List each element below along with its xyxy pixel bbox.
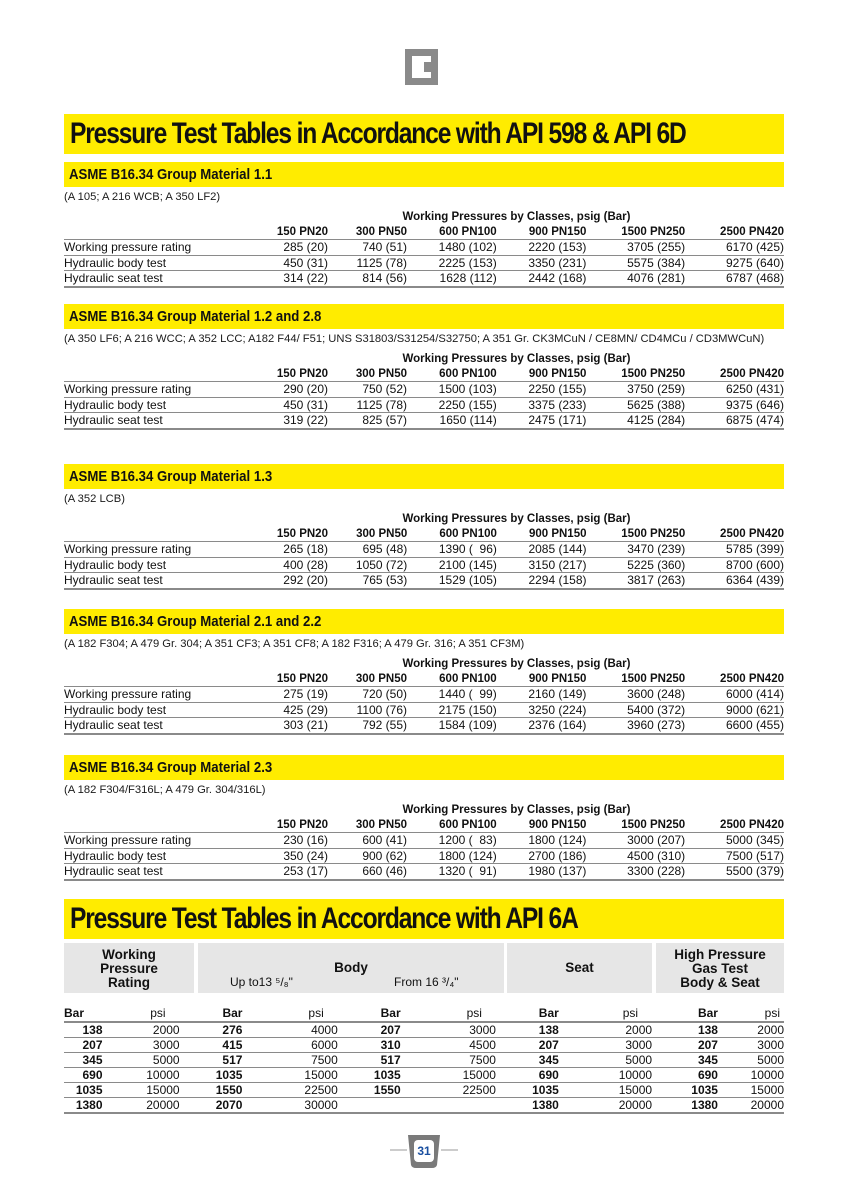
pressure-value: 285 (20) bbox=[249, 240, 328, 256]
table-row bbox=[64, 413, 784, 429]
pressure-value: 3600 (248) bbox=[586, 687, 685, 703]
psi-value: 15000 bbox=[718, 1083, 784, 1098]
class-header: 2500 PN420 bbox=[685, 225, 784, 240]
psi-value: 15000 bbox=[401, 1068, 496, 1083]
pressure-value: 5625 (388) bbox=[586, 397, 685, 413]
pressure-table bbox=[64, 657, 784, 735]
unit-label: psi bbox=[401, 1005, 496, 1022]
pressure-value: 3375 (233) bbox=[497, 397, 587, 413]
psi-value: 5000 bbox=[103, 1053, 180, 1068]
psi-value: 2000 bbox=[103, 1022, 180, 1038]
row-label: Hydraulic seat test bbox=[64, 413, 249, 429]
bar-value: 690 bbox=[652, 1068, 718, 1083]
row-label: Hydraulic seat test bbox=[64, 271, 249, 287]
class-header: 600 PN100 bbox=[407, 225, 497, 240]
api6a-table-header bbox=[64, 943, 784, 993]
pressure-value: 5575 (384) bbox=[586, 255, 685, 271]
bar-value bbox=[338, 1098, 401, 1114]
row-label: Hydraulic body test bbox=[64, 848, 249, 864]
pressure-table bbox=[64, 352, 784, 430]
class-header: 1500 PN250 bbox=[586, 225, 685, 240]
pressure-value: 740 (51) bbox=[328, 240, 407, 256]
pressure-value: 8700 (600) bbox=[685, 557, 784, 573]
pressure-value: 3470 (239) bbox=[587, 542, 686, 558]
section-heading bbox=[64, 464, 784, 489]
pressure-value: 3000 (207) bbox=[586, 833, 685, 849]
pressure-value: 275 (19) bbox=[249, 687, 328, 703]
pressure-value: 230 (16) bbox=[249, 833, 328, 849]
section-heading-text: ASME B16.34 Group Material 1.3 bbox=[69, 468, 273, 485]
bar-value: 690 bbox=[496, 1068, 559, 1083]
psi-value: 2000 bbox=[559, 1022, 652, 1038]
pressure-value: 720 (50) bbox=[328, 687, 407, 703]
blank-cell bbox=[64, 818, 249, 833]
row-label: Hydraulic body test bbox=[64, 557, 249, 573]
psi-value: 4000 bbox=[242, 1022, 337, 1038]
table-row bbox=[64, 687, 784, 703]
table-caption: Working Pressures by Classes, psig (Bar) bbox=[402, 804, 631, 817]
title-text: Pressure Test Tables in Accordance with API 598 & API 6D bbox=[70, 117, 686, 150]
bar-value: 138 bbox=[496, 1022, 559, 1038]
material-list: (A 105; A 216 WCB; A 350 LF2) bbox=[64, 191, 221, 203]
row-label: Hydraulic seat test bbox=[64, 864, 249, 880]
blank-cell bbox=[64, 367, 249, 382]
psi-value: 15000 bbox=[242, 1068, 337, 1083]
unit-label: Bar bbox=[180, 1005, 243, 1022]
psi-value: 3000 bbox=[559, 1038, 652, 1053]
bar-value: 690 bbox=[64, 1068, 103, 1083]
bar-value: 1380 bbox=[496, 1098, 559, 1114]
blank-cell bbox=[64, 225, 249, 240]
header-line: Pressure bbox=[100, 961, 158, 976]
header-line: Working bbox=[102, 947, 156, 962]
table-row bbox=[64, 240, 784, 256]
table-caption: Working Pressures by Classes, psig (Bar) bbox=[402, 211, 631, 224]
unit-label: Bar bbox=[496, 1005, 559, 1022]
unit-header-row bbox=[64, 1005, 784, 1022]
header-seat bbox=[507, 943, 652, 993]
class-header: 600 PN100 bbox=[407, 818, 497, 833]
pressure-value: 1800 (124) bbox=[407, 848, 497, 864]
bar-value: 1380 bbox=[652, 1098, 718, 1114]
blank-cell bbox=[64, 657, 249, 672]
pressure-value: 6600 (455) bbox=[685, 718, 784, 734]
bar-value: 415 bbox=[180, 1038, 243, 1053]
row-label: Working pressure rating bbox=[64, 687, 249, 703]
class-header: 150 PN20 bbox=[249, 367, 328, 382]
bar-value: 310 bbox=[338, 1038, 401, 1053]
pressure-value: 3960 (273) bbox=[586, 718, 685, 734]
pressure-value: 695 (48) bbox=[328, 542, 407, 558]
pressure-value: 2475 (171) bbox=[497, 413, 587, 429]
psi-value: 5000 bbox=[559, 1053, 652, 1068]
api6a-table bbox=[64, 1005, 784, 1114]
pressure-value: 9275 (640) bbox=[685, 255, 784, 271]
pressure-value: 3817 (263) bbox=[587, 573, 686, 589]
pressure-value: 9000 (621) bbox=[685, 702, 784, 718]
psi-value: 5000 bbox=[718, 1053, 784, 1068]
bar-value: 1035 bbox=[496, 1083, 559, 1098]
table-row bbox=[64, 1068, 784, 1083]
psi-value: 22500 bbox=[242, 1083, 337, 1098]
bar-value: 1035 bbox=[180, 1068, 243, 1083]
bar-value: 207 bbox=[64, 1038, 103, 1053]
header-gas-test bbox=[656, 943, 784, 993]
blank-cell bbox=[64, 527, 249, 542]
pressure-value: 3150 (217) bbox=[497, 557, 587, 573]
pressure-value: 825 (57) bbox=[328, 413, 407, 429]
table-row bbox=[64, 864, 784, 880]
unit-label: psi bbox=[242, 1005, 337, 1022]
psi-value: 15000 bbox=[103, 1083, 180, 1098]
class-header: 300 PN50 bbox=[328, 818, 407, 833]
pressure-value: 5225 (360) bbox=[587, 557, 686, 573]
psi-value: 7500 bbox=[242, 1053, 337, 1068]
pressure-value: 350 (24) bbox=[249, 848, 328, 864]
psi-value: 3000 bbox=[401, 1022, 496, 1038]
psi-value: 20000 bbox=[718, 1098, 784, 1114]
section-heading-text: ASME B16.34 Group Material 1.1 bbox=[69, 166, 273, 183]
bar-value: 1550 bbox=[338, 1083, 401, 1098]
pressure-table bbox=[64, 512, 784, 590]
unit-label: Bar bbox=[64, 1005, 103, 1022]
table-row bbox=[64, 382, 784, 398]
pressure-value: 450 (31) bbox=[249, 397, 328, 413]
unit-label: Bar bbox=[338, 1005, 401, 1022]
blank-cell bbox=[64, 672, 249, 687]
pressure-value: 1980 (137) bbox=[497, 864, 587, 880]
pressure-value: 1320 ( 91) bbox=[407, 864, 497, 880]
table-row bbox=[64, 718, 784, 734]
blank-cell bbox=[64, 210, 249, 225]
bar-value: 345 bbox=[652, 1053, 718, 1068]
blank-cell bbox=[64, 512, 249, 527]
material-group-section bbox=[64, 755, 784, 881]
class-header: 150 PN20 bbox=[249, 225, 328, 240]
psi-value: 15000 bbox=[559, 1083, 652, 1098]
seat-label: Seat bbox=[565, 960, 594, 975]
class-header: 300 PN50 bbox=[328, 672, 407, 687]
row-label: Hydraulic seat test bbox=[64, 718, 249, 734]
unit-label: psi bbox=[718, 1005, 784, 1022]
pressure-value: 1100 (76) bbox=[328, 702, 407, 718]
psi-value: 6000 bbox=[242, 1038, 337, 1053]
header-line: High Pressure bbox=[674, 947, 766, 962]
pressure-value: 6170 (425) bbox=[685, 240, 784, 256]
pressure-value: 900 (62) bbox=[328, 848, 407, 864]
pressure-value: 1125 (78) bbox=[328, 397, 407, 413]
table-caption: Working Pressures by Classes, psig (Bar) bbox=[402, 658, 631, 671]
pressure-value: 4125 (284) bbox=[586, 413, 685, 429]
table-row bbox=[64, 542, 784, 558]
pressure-value: 1650 (114) bbox=[407, 413, 497, 429]
psi-value: 3000 bbox=[103, 1038, 180, 1053]
psi-value: 10000 bbox=[559, 1068, 652, 1083]
pressure-value: 6875 (474) bbox=[685, 413, 784, 429]
header-body bbox=[198, 943, 504, 993]
bar-value: 1380 bbox=[64, 1098, 103, 1114]
class-header: 1500 PN250 bbox=[586, 367, 685, 382]
pressure-value: 1200 ( 83) bbox=[407, 833, 497, 849]
pressure-value: 1125 (78) bbox=[328, 255, 407, 271]
bar-value: 2070 bbox=[180, 1098, 243, 1114]
pressure-value: 6250 (431) bbox=[685, 382, 784, 398]
bar-value: 1035 bbox=[338, 1068, 401, 1083]
pressure-value: 2250 (155) bbox=[497, 382, 587, 398]
psi-value: 10000 bbox=[718, 1068, 784, 1083]
class-header: 2500 PN420 bbox=[685, 672, 784, 687]
class-header: 300 PN50 bbox=[328, 367, 407, 382]
pressure-value: 792 (55) bbox=[328, 718, 407, 734]
pressure-value: 1440 ( 99) bbox=[407, 687, 497, 703]
header-line: Rating bbox=[108, 975, 150, 990]
bar-value: 207 bbox=[496, 1038, 559, 1053]
class-header: 300 PN50 bbox=[328, 527, 407, 542]
pressure-value: 2225 (153) bbox=[407, 255, 497, 271]
section-heading bbox=[64, 162, 784, 187]
blank-cell bbox=[64, 352, 249, 367]
psi-value: 30000 bbox=[242, 1098, 337, 1114]
class-header: 600 PN100 bbox=[407, 527, 497, 542]
pressure-value: 1800 (124) bbox=[497, 833, 587, 849]
pressure-table bbox=[64, 803, 784, 881]
table-row bbox=[64, 848, 784, 864]
psi-value: 22500 bbox=[401, 1083, 496, 1098]
section-heading-text: ASME B16.34 Group Material 1.2 and 2.8 bbox=[69, 308, 322, 325]
bar-value: 345 bbox=[64, 1053, 103, 1068]
pressure-value: 1480 (102) bbox=[407, 240, 497, 256]
table-row bbox=[64, 833, 784, 849]
class-header: 2500 PN420 bbox=[685, 527, 784, 542]
pressure-value: 2376 (164) bbox=[497, 718, 587, 734]
body-sub-from: From 16 ³/₄" bbox=[394, 975, 459, 989]
pressure-value: 5785 (399) bbox=[685, 542, 784, 558]
class-header: 300 PN50 bbox=[328, 225, 407, 240]
row-label: Hydraulic body test bbox=[64, 255, 249, 271]
material-group-section bbox=[64, 464, 784, 590]
header-line: Gas Test bbox=[691, 961, 749, 976]
pressure-value: 9375 (646) bbox=[685, 397, 784, 413]
class-header: 900 PN150 bbox=[497, 225, 587, 240]
pressure-value: 660 (46) bbox=[328, 864, 407, 880]
bar-value: 1035 bbox=[652, 1083, 718, 1098]
section-heading-text: ASME B16.34 Group Material 2.1 and 2.2 bbox=[69, 613, 322, 630]
pressure-value: 2442 (168) bbox=[497, 271, 587, 287]
bar-value: 345 bbox=[496, 1053, 559, 1068]
row-label: Working pressure rating bbox=[64, 240, 249, 256]
class-header: 900 PN150 bbox=[497, 672, 587, 687]
pressure-value: 6000 (414) bbox=[685, 687, 784, 703]
pressure-value: 750 (52) bbox=[328, 382, 407, 398]
pressure-value: 3250 (224) bbox=[497, 702, 587, 718]
row-label: Working pressure rating bbox=[64, 382, 249, 398]
material-list: (A 350 LF6; A 216 WCC; A 352 LCC; A182 F44/ F51; UNS S31803/S31254/S32750; A 351 Gr. CK3MCuN / CE8MN/ CD4MCu / CD3MWCuN) bbox=[64, 333, 765, 345]
pressure-value: 3705 (255) bbox=[586, 240, 685, 256]
bar-value: 517 bbox=[338, 1053, 401, 1068]
bar-value: 138 bbox=[64, 1022, 103, 1038]
table-row bbox=[64, 271, 784, 287]
pressure-value: 4500 (310) bbox=[586, 848, 685, 864]
unit-label: psi bbox=[103, 1005, 180, 1022]
header-line: Body & Seat bbox=[680, 975, 760, 990]
pressure-value: 765 (53) bbox=[328, 573, 407, 589]
pressure-value: 5500 (379) bbox=[685, 864, 784, 880]
section-heading-text: ASME B16.34 Group Material 2.3 bbox=[69, 759, 273, 776]
section-heading bbox=[64, 609, 784, 634]
section-heading bbox=[64, 304, 784, 329]
pressure-value: 265 (18) bbox=[249, 542, 328, 558]
class-header: 150 PN20 bbox=[249, 672, 328, 687]
psi-value bbox=[401, 1098, 496, 1114]
material-group-section bbox=[64, 304, 784, 430]
page-title-api598 bbox=[64, 114, 784, 154]
class-header: 1500 PN250 bbox=[586, 672, 685, 687]
psi-value: 20000 bbox=[559, 1098, 652, 1114]
pressure-value: 290 (20) bbox=[249, 382, 328, 398]
table-row bbox=[64, 1053, 784, 1068]
class-header: 150 PN20 bbox=[249, 527, 328, 542]
bar-value: 1550 bbox=[180, 1083, 243, 1098]
psi-value: 7500 bbox=[401, 1053, 496, 1068]
table-row bbox=[64, 255, 784, 271]
class-header: 1500 PN250 bbox=[587, 527, 686, 542]
pressure-value: 7500 (517) bbox=[685, 848, 784, 864]
class-header: 900 PN150 bbox=[497, 367, 587, 382]
bar-value: 1035 bbox=[64, 1083, 103, 1098]
class-header: 600 PN100 bbox=[407, 672, 497, 687]
pressure-value: 2085 (144) bbox=[497, 542, 587, 558]
psi-value: 4500 bbox=[401, 1038, 496, 1053]
pressure-value: 314 (22) bbox=[249, 271, 328, 287]
table-row bbox=[64, 557, 784, 573]
bar-value: 276 bbox=[180, 1022, 243, 1038]
class-header: 900 PN150 bbox=[497, 527, 587, 542]
row-label: Hydraulic seat test bbox=[64, 573, 249, 589]
bar-value: 138 bbox=[652, 1022, 718, 1038]
class-header: 1500 PN250 bbox=[586, 818, 685, 833]
table-caption: Working Pressures by Classes, psig (Bar) bbox=[402, 513, 631, 526]
class-header: 900 PN150 bbox=[497, 818, 587, 833]
row-label: Working pressure rating bbox=[64, 542, 249, 558]
company-logo-icon bbox=[405, 49, 438, 85]
pressure-value: 600 (41) bbox=[328, 833, 407, 849]
psi-value: 3000 bbox=[718, 1038, 784, 1053]
pressure-value: 450 (31) bbox=[249, 255, 328, 271]
pressure-value: 1529 (105) bbox=[407, 573, 497, 589]
pressure-value: 2250 (155) bbox=[407, 397, 497, 413]
pressure-value: 2220 (153) bbox=[497, 240, 587, 256]
pressure-value: 2175 (150) bbox=[407, 702, 497, 718]
psi-value: 2000 bbox=[718, 1022, 784, 1038]
material-list: (A 182 F304; A 479 Gr. 304; A 351 CF3; A 351 CF8; A 182 F316; A 479 Gr. 316; A 351 CF3M) bbox=[64, 638, 525, 650]
psi-value: 20000 bbox=[103, 1098, 180, 1114]
row-label: Hydraulic body test bbox=[64, 702, 249, 718]
page-number: 31 bbox=[417, 1144, 431, 1158]
pressure-value: 5000 (345) bbox=[685, 833, 784, 849]
unit-label: psi bbox=[559, 1005, 652, 1022]
table-row bbox=[64, 397, 784, 413]
pressure-value: 2100 (145) bbox=[407, 557, 497, 573]
pressure-value: 5400 (372) bbox=[586, 702, 685, 718]
bar-value: 517 bbox=[180, 1053, 243, 1068]
page-title-api6a bbox=[64, 899, 784, 939]
pressure-value: 1390 ( 96) bbox=[407, 542, 497, 558]
pressure-value: 1050 (72) bbox=[328, 557, 407, 573]
table-row bbox=[64, 1022, 784, 1038]
pressure-value: 3300 (228) bbox=[586, 864, 685, 880]
pressure-value: 6787 (468) bbox=[685, 271, 784, 287]
material-group-section bbox=[64, 609, 784, 735]
pressure-value: 3350 (231) bbox=[497, 255, 587, 271]
body-sub-up-to: Up to13 ⁵/₈" bbox=[230, 975, 293, 989]
table-row bbox=[64, 1098, 784, 1114]
table-row bbox=[64, 1083, 784, 1098]
material-group-section bbox=[64, 162, 784, 288]
table-row bbox=[64, 1038, 784, 1053]
pressure-value: 1500 (103) bbox=[407, 382, 497, 398]
pressure-table bbox=[64, 210, 784, 288]
pressure-value: 3750 (259) bbox=[586, 382, 685, 398]
pressure-value: 1628 (112) bbox=[407, 271, 497, 287]
pressure-value: 2294 (158) bbox=[497, 573, 587, 589]
row-label: Hydraulic body test bbox=[64, 397, 249, 413]
title-text: Pressure Test Tables in Accordance with API 6A bbox=[70, 902, 578, 935]
class-header: 2500 PN420 bbox=[685, 818, 784, 833]
material-list: (A 352 LCB) bbox=[64, 493, 125, 505]
class-header: 2500 PN420 bbox=[685, 367, 784, 382]
pressure-value: 292 (20) bbox=[249, 573, 328, 589]
pressure-value: 319 (22) bbox=[249, 413, 328, 429]
table-row bbox=[64, 573, 784, 589]
table-row bbox=[64, 702, 784, 718]
pressure-value: 253 (17) bbox=[249, 864, 328, 880]
pressure-value: 4076 (281) bbox=[586, 271, 685, 287]
pressure-value: 2160 (149) bbox=[497, 687, 587, 703]
blank-cell bbox=[64, 803, 249, 818]
table-caption: Working Pressures by Classes, psig (Bar) bbox=[402, 353, 631, 366]
body-label: Body bbox=[334, 960, 368, 975]
pressure-value: 2700 (186) bbox=[497, 848, 587, 864]
bar-value: 207 bbox=[652, 1038, 718, 1053]
pressure-value: 425 (29) bbox=[249, 702, 328, 718]
header-working-pressure bbox=[64, 943, 194, 993]
unit-label: Bar bbox=[652, 1005, 718, 1022]
psi-value: 10000 bbox=[103, 1068, 180, 1083]
class-header: 600 PN100 bbox=[407, 367, 497, 382]
bar-value: 207 bbox=[338, 1022, 401, 1038]
row-label: Working pressure rating bbox=[64, 833, 249, 849]
pressure-value: 6364 (439) bbox=[685, 573, 784, 589]
pressure-value: 400 (28) bbox=[249, 557, 328, 573]
material-list: (A 182 F304/F316L; A 479 Gr. 304/316L) bbox=[64, 784, 266, 796]
section-heading bbox=[64, 755, 784, 780]
class-header: 150 PN20 bbox=[249, 818, 328, 833]
pressure-value: 1584 (109) bbox=[407, 718, 497, 734]
pressure-value: 303 (21) bbox=[249, 718, 328, 734]
pressure-value: 814 (56) bbox=[328, 271, 407, 287]
